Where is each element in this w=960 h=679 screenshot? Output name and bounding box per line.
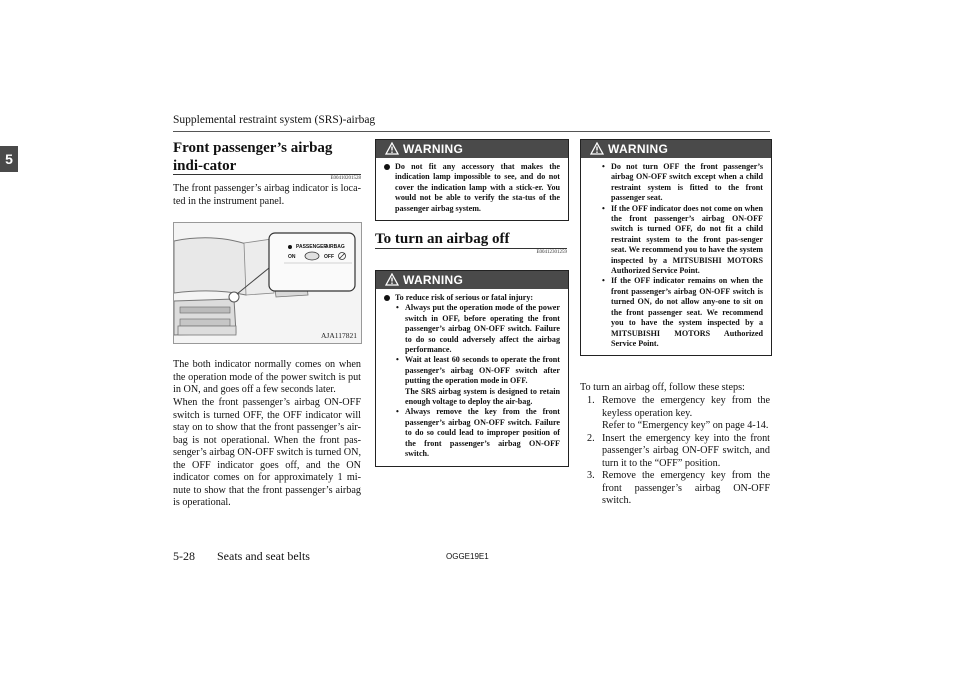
step-item xyxy=(580,433,770,471)
title-rule xyxy=(173,174,361,175)
document-code: OGGE19E1 xyxy=(446,552,489,561)
warning-subitem-extra: The SRS airbag system is designed to retain enough voltage to deploy the air-bag. xyxy=(405,386,560,407)
bullet-icon: • xyxy=(396,407,399,417)
warning-box-turn-off xyxy=(375,270,569,467)
footer-section: Seats and seat belts xyxy=(217,549,310,563)
warning-lead: To reduce risk of serious or fatal injury: xyxy=(395,293,534,302)
warning-label: WARNING xyxy=(403,273,464,287)
title-rule xyxy=(375,248,567,249)
warning-header xyxy=(376,271,568,289)
warning-subitem-text: Do not turn OFF the front passenger’s airbag ON-OFF switch except when a child restraint system is fitted to the front passenger seat. xyxy=(611,162,763,203)
switch-label-airbag: AIRBAG xyxy=(325,244,345,250)
warning-subitem-text: Wait at least 60 seconds to operate the front passenger’s airbag ON-OFF switch after putting the operation mode in OFF. xyxy=(405,355,560,386)
bullet-icon xyxy=(384,295,390,301)
warning-box-child-seat xyxy=(580,139,772,356)
step-item xyxy=(580,470,770,508)
warning-subitem-text: If the OFF indicator remains on when the front passenger’s airbag ON-OFF switch is turned ON, do not allow any-one to sit on the front passenger seat. We recommend you to have the system inspected by a MITSUBISHI MOTORS Authorized Service Point. xyxy=(611,276,763,348)
warning-label: WARNING xyxy=(403,142,464,156)
bullet-icon: • xyxy=(602,276,605,286)
step-text: Remove the emergency key from the front passenger’s airbag ON-OFF switch. xyxy=(602,470,770,506)
steps-list xyxy=(580,395,770,508)
paragraph-off-switch: When the front passenger’s airbag ON-OFF switch is turned OFF, the OFF indicator will stay on to show that the front passenger’s air-bag is not operational. When the front pas-senger’s airbag ON-OFF switch is turned ON, the OFF indicator goes off, and the ON indicator comes on for approximately 1 mi-nute to show that the front passenger’s airbag is operational. xyxy=(173,397,361,508)
header-rule xyxy=(173,131,770,132)
warning-subitem xyxy=(601,204,763,277)
bullet-icon xyxy=(384,164,390,170)
warning-text: Do not fit any accessory that makes the indication lamp impossible to see, and do not cover the indication lamp with a stick-er. You would not be able to verify the sta-tus of the passenger airbag system. xyxy=(395,162,560,213)
warning-subitem-text: Always remove the key from the front passenger’s airbag ON-OFF switch. Failure to do so could lead to improper position of the front passenger’s airbag ON-OFF switch. xyxy=(405,407,560,459)
steps-intro: To turn an airbag off, follow these steps: xyxy=(580,382,745,393)
page-number: 5-28 xyxy=(173,549,195,563)
intro-paragraph: The front passenger’s airbag indicator is loca-ted in the instrument panel. xyxy=(173,183,361,207)
paragraph-indicator-on: The both indicator normally comes on when the operation mode of the power switch is put in ON, and goes off a few seconds later. xyxy=(173,359,361,395)
chapter-tab: 5 xyxy=(0,146,18,172)
switch-label-off: OFF xyxy=(324,254,334,260)
switch-label-on: ON xyxy=(288,254,296,260)
warning-header xyxy=(376,140,568,158)
section-code: E00410201528 xyxy=(330,176,361,181)
step-number: 1. xyxy=(587,395,595,406)
warning-subitem-text: If the OFF indicator does not come on when the front passenger’s airbag ON-OFF switch is turned OFF, do not fit a child restraint system to the front pas-senger seat. We recommend you to have the system inspected by a MITSUBISHI MOTORS Authorized Service Point. xyxy=(611,203,763,276)
warning-subitem xyxy=(395,407,560,459)
warning-triangle-icon xyxy=(385,142,399,155)
bullet-icon: • xyxy=(602,203,605,213)
warning-item xyxy=(384,162,560,214)
indicator-illustration xyxy=(173,222,362,344)
warning-label: WARNING xyxy=(608,142,669,156)
section-title-indicator: Front passenger’s airbag indi-cator xyxy=(173,140,333,174)
dashboard-drawing xyxy=(174,223,361,343)
warning-subitem xyxy=(395,303,560,355)
section-code: E00412301259 xyxy=(536,250,567,255)
warning-subitem xyxy=(395,355,560,407)
switch-label-passenger: PASSENGER xyxy=(296,244,328,250)
warning-header xyxy=(581,140,771,158)
page-footer xyxy=(173,549,310,564)
bullet-icon: • xyxy=(396,355,399,365)
step-item xyxy=(580,395,770,433)
section-title-turn-off: To turn an airbag off xyxy=(375,231,510,247)
warning-subitem-text: Always put the operation mode of the power switch in OFF, before operating the front passenger’s airbag ON-OFF switch. Failure to do so could adversely affect the airbag performance. xyxy=(405,303,560,355)
step-text: Remove the emergency key from the keyless operation key. xyxy=(602,395,770,419)
bullet-icon: • xyxy=(602,162,605,171)
step-text: Insert the emergency key into the front passenger’s airbag ON-OFF switch, and turn it to the “OFF” position. xyxy=(602,432,770,469)
warning-box-indicator xyxy=(375,139,569,221)
step-number: 3. xyxy=(587,470,595,481)
warning-triangle-icon xyxy=(590,142,604,155)
bullet-icon: • xyxy=(396,303,399,313)
warning-item xyxy=(384,293,560,460)
warning-subitem xyxy=(601,162,763,204)
warning-triangle-icon xyxy=(385,273,399,286)
step-number: 2. xyxy=(587,432,595,444)
step-reference: Refer to “Emergency key” on page 4-14. xyxy=(602,420,769,431)
warning-subitem xyxy=(601,276,763,349)
running-header: Supplemental restraint system (SRS)-airbag xyxy=(173,114,376,126)
illustration-code: AJA117821 xyxy=(321,331,357,340)
